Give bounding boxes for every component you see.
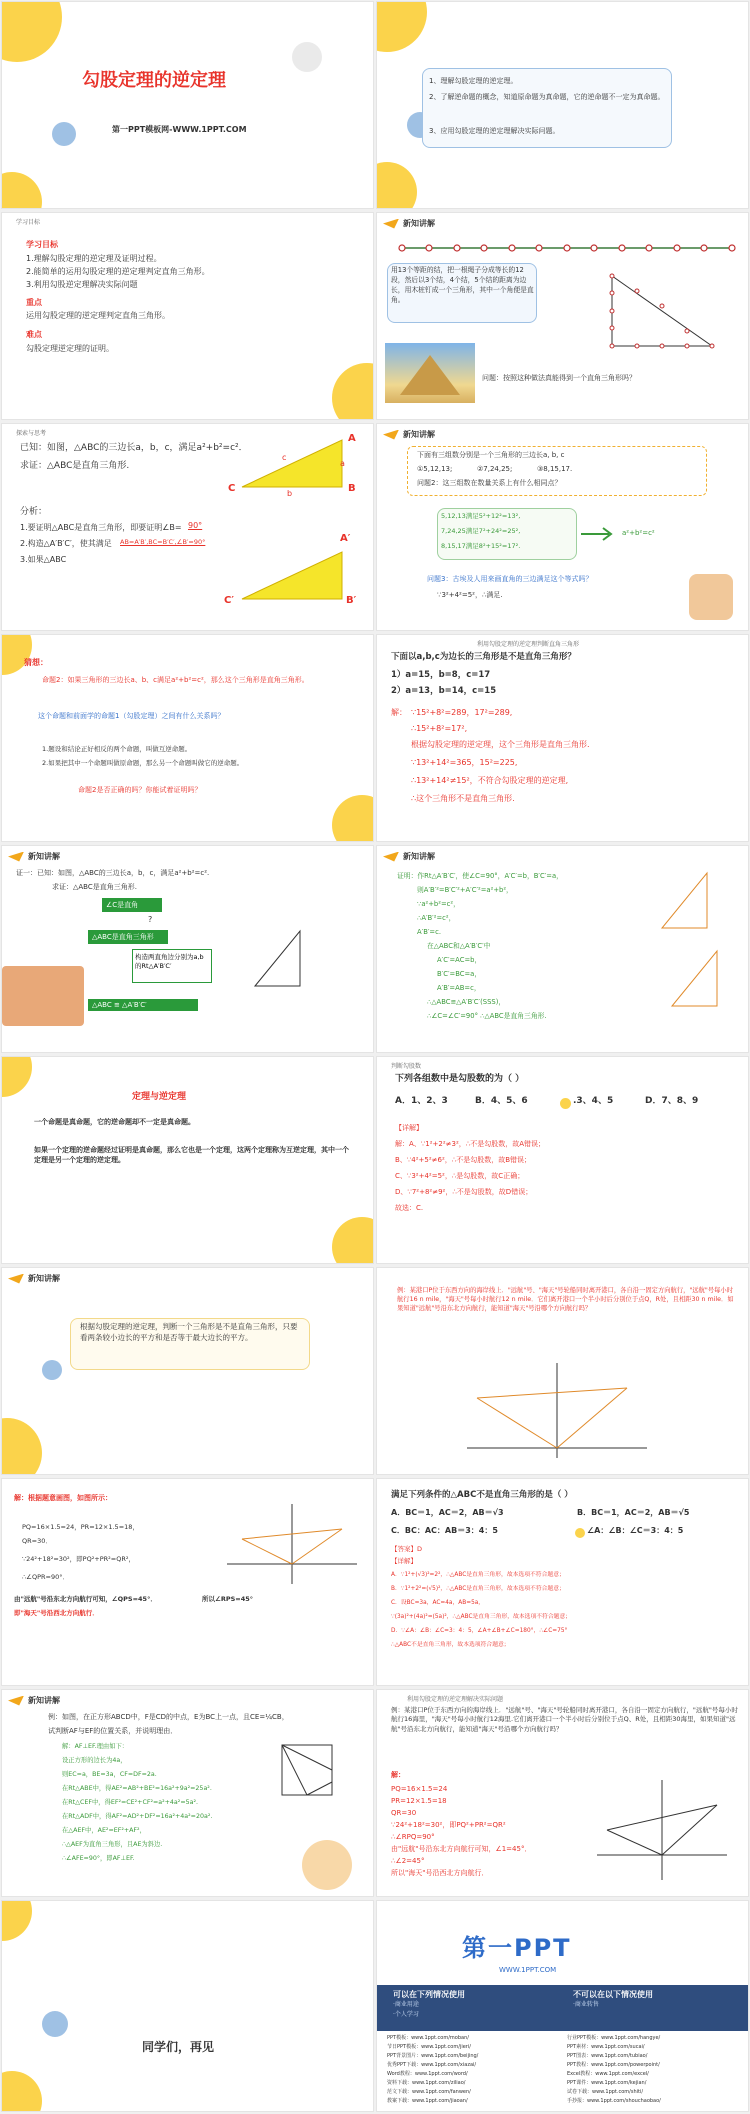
decor-circle	[332, 363, 374, 420]
solution-line: ∴∠2=45°	[391, 1857, 425, 1865]
choice-a[interactable]: A．BC＝1，AC＝2，AB＝√3	[391, 1508, 504, 1517]
slide-19-goodbye[interactable]	[1, 1900, 374, 2112]
solution-line: 由"远航"号沿东北方向航行可知，∠1=45°．	[391, 1845, 532, 1853]
proof-line: 在△ABC和△A′B′C′中	[427, 942, 491, 950]
slide-4-rope[interactable]	[376, 212, 749, 420]
paper-plane-icon	[8, 852, 24, 862]
label-c-prime: C′	[224, 595, 234, 606]
slide-header: 新知讲解	[8, 851, 60, 862]
explain-line: 故选：C.	[395, 1204, 424, 1212]
usage-banner	[377, 1985, 749, 2031]
pyramid-image	[385, 343, 475, 403]
decor-circle	[1, 634, 32, 675]
question-text: 问题：按照这种做法真能得到一个直角三角形吗？	[482, 374, 636, 382]
right-triangle-figure	[250, 926, 310, 996]
solution-line: 所以∠RPS=45°	[202, 1595, 254, 1603]
explain-line: ∴△ABC不是直角三角形，故本选项符合题意；	[391, 1642, 510, 1648]
student-illustration	[689, 574, 733, 620]
resource-link[interactable]: Excel教程：www.1ppt.com/excel/	[567, 2071, 649, 2077]
explain-line: C．设BC=3a，AC=4a，AB=5a，	[391, 1600, 485, 1606]
answer-blank: 90°	[188, 521, 203, 530]
problem-text: 例：某港口P位于东西方向的海岸线上．"远航"号、"海天"号轮船同时离开港口，各自沿一固定方向航行，"远航"号每小时航行16 n mile，"海天"号每小时航行12 n mile．它们离开港口一个半小时后分别位于点Q，R处，且相距30 n mile．如果知道"远航"号沿东北方向航行，能知道"海天"号沿哪个方向航行吗？	[397, 1287, 734, 1313]
slide-tag: 探索与思考	[16, 430, 47, 437]
slide-5-proof-setup[interactable]	[1, 423, 374, 631]
result-line: 7,24,25满足7²+24²=25²,	[441, 527, 521, 535]
solution-line: 在Rt△ABE中，得AE²=AB²+BE²=16a²+9a²=25a².	[62, 1785, 212, 1792]
solution-line: 即"海天"号沿西北方向航行．	[14, 1609, 99, 1617]
triangle-a2b2c2-figure	[232, 544, 352, 614]
question-text: 满足下列条件的△ABC不是直角三角形的是（ ）	[391, 1490, 573, 1500]
question-text: 问题2：这三组数在数量关系上有什么相同点？	[417, 479, 562, 487]
given-text: 证一：已知：如图，△ABC的三边长a，b，c，满足a²+b²=c².	[16, 869, 210, 877]
decor-circle	[1, 1418, 42, 1475]
slide-8-example[interactable]	[376, 634, 749, 842]
slide-header: 新知讲解	[383, 429, 435, 440]
slide-tag: 学习目标	[16, 219, 41, 226]
harbor-diagram	[222, 1499, 362, 1589]
rope-triangle-figure	[607, 271, 717, 351]
question-text: 这个命题和前面学的命题1（勾股定理）之间有什么关系吗？	[38, 712, 225, 720]
method-text: 根据勾股定理的逆定理，判断一个三角形是不是直角三角形，只要看两条较小边长的平方和是否等于最大边长的平方。	[80, 1322, 298, 1342]
explain-line: B．∵1²+2²=(√5)²，∴△ABC是直角三角形，故本选项不符合题意；	[391, 1586, 565, 1592]
slide-tag: 利用勾股定理的逆定理解决实际问题	[407, 1696, 504, 1703]
side-c-label: c	[282, 453, 287, 462]
rope-description: 用13个等距的结，把一根绳子分成等长的12段，然后以3个结，4个结，5个结的距离为边长，用木桩钉成一个三角形，其中一个角便是直角。	[391, 266, 534, 304]
harbor-diagram	[592, 1775, 732, 1885]
question-text: 问题3：古埃及人用来画直角的三边满足这个等式吗？	[427, 575, 593, 583]
paper-plane-icon	[8, 1274, 24, 1284]
answer-text: 【答案】D	[391, 1545, 423, 1553]
resource-link[interactable]: PPT素材：www.1ppt.com/sucai/	[567, 2044, 645, 2050]
label-a-prime: A′	[340, 533, 351, 544]
explain-line: 解：A、∵1²+2²≠3²，∴不是勾股数，故A错误；	[395, 1140, 545, 1148]
label-b-prime: B′	[346, 595, 357, 606]
solution-line: PR=12×1.5=18	[391, 1797, 447, 1805]
result-formula: a²+b²=c²	[622, 529, 655, 537]
flow-step: △ABC是直角三角形	[88, 930, 168, 944]
square-abcd-figure	[277, 1740, 337, 1800]
prove-text: 求证：△ABC是直角三角形.	[52, 883, 137, 891]
objective-item: 2.能简单的运用勾股定理的逆定理判定直角三角形。	[26, 267, 210, 276]
section-heading: 猜想：	[24, 658, 48, 667]
answer-text: ∵3²+4²=5²，∴满足.	[437, 591, 503, 599]
side-b-label: b	[287, 489, 293, 498]
proof-line: B′C′=BC=a，	[437, 970, 482, 978]
solution-line: ∴∠RPQ=90°	[391, 1833, 435, 1841]
paper-plane-icon	[383, 430, 399, 440]
usage-allowed-heading: 可以在下列情况使用	[393, 1990, 465, 1999]
slide-14-harbor[interactable]	[376, 1267, 749, 1475]
slide-header: 新知讲解	[383, 218, 435, 229]
choice-b[interactable]: B．BC＝1，AC＝2，AB＝√5	[577, 1508, 690, 1517]
page-title: 勾股定理的逆定理	[82, 70, 226, 91]
resource-link[interactable]: 试卷下载：www.1ppt.com/shiti/	[567, 2089, 644, 2095]
prove-text: 求证：△ABC是直角三角形.	[20, 461, 130, 471]
question-text: 下面以a,b,c为边长的三角形是不是直角三角形？	[391, 652, 576, 662]
proof-line: ∵a²+b²=c²，	[417, 900, 460, 908]
side-a-label: a	[340, 459, 345, 468]
slide-13-method[interactable]	[1, 1267, 374, 1475]
solution-line: 所以"海天"号沿西北方向航行．	[391, 1869, 489, 1877]
objective-item: 3.利用勾股逆定理解决实际问题	[26, 280, 138, 289]
label-c-vertex: C	[228, 483, 236, 494]
result-line: 5,12,13满足5²+12²=13²,	[441, 512, 521, 520]
decor-circle	[376, 1, 427, 52]
usage-forbidden-item: ·商业转售	[573, 2001, 599, 2008]
question-text: 下列各组数中是勾股数的为（ ）	[395, 1074, 525, 1084]
slide-15-solution[interactable]	[1, 1478, 374, 1686]
decor-circle	[1, 2071, 42, 2112]
solution-line: 在Rt△CEF中，得EF²=CE²+CF²=a²+4a²=5a².	[62, 1799, 198, 1806]
label-a-vertex: A	[348, 433, 356, 444]
slide-12-quiz[interactable]	[376, 1056, 749, 1264]
solution-line: 在△AEF中，AE²=EF²+AF²，	[62, 1827, 146, 1834]
slide-7-conjecture[interactable]	[1, 634, 374, 842]
section-heading: 难点	[26, 330, 42, 339]
usage-forbidden-heading: 不可以在以下情况使用	[573, 1990, 653, 1999]
slide-tag: 利用勾股定理的逆定理判断直角三角形	[477, 641, 580, 648]
solution-line: QR=30	[391, 1809, 417, 1817]
solution-line: 解：根据题意画图，如图所示：	[14, 1494, 112, 1502]
proof-line: ∴△ABC≌△A′B′C′(SSS)，	[427, 998, 506, 1006]
slide-6-number-groups[interactable]	[376, 423, 749, 631]
choice-d[interactable]: D．7、8、9	[645, 1096, 699, 1106]
solution-line: ∴15²+8²=17²,	[411, 724, 468, 733]
solution-line: ∴△AEF为直角三角形，且AE为斜边.	[62, 1841, 163, 1848]
decor-circle	[1, 172, 42, 209]
answer-blank: AB=A′B′,BC=B′C′,∠B′=90°	[120, 538, 206, 546]
slide-2-goals[interactable]	[376, 1, 749, 209]
proof-line: 则A′B′²=B′C′²+A′C′²=a²+b²，	[417, 886, 513, 894]
slide-16-quiz[interactable]	[376, 1478, 749, 1686]
decor-circle	[332, 1217, 374, 1264]
resource-link[interactable]: PPT图表：www.1ppt.com/tubiao/	[567, 2053, 648, 2059]
definition-line: 1.题设和结论正好相反的两个命题，叫做互逆命题。	[42, 745, 192, 753]
case-item: 2）a=13，b=14，c=15	[391, 686, 497, 696]
result-line: 8,15,17满足8²+15²=17².	[441, 542, 521, 550]
solution-line: ∵15²+8²=289，17²=289,	[411, 708, 513, 717]
choice-d[interactable]: ∠A：∠B：∠C＝3：4：5	[587, 1526, 684, 1535]
solution-line: 根据勾股定理的逆定理，这个三角形是直角三角形.	[411, 740, 590, 749]
triangle-a2b2c2-figure	[667, 946, 727, 1016]
resource-link[interactable]: 节日PPT模板：www.1ppt.com/jieri/	[387, 2044, 471, 2050]
knotted-rope-figure	[397, 241, 737, 255]
resource-link[interactable]: PPT背景图片：www.1ppt.com/beijing/	[387, 2053, 479, 2059]
arrow-right-icon	[579, 524, 619, 544]
slide-18-harbor[interactable]	[376, 1689, 749, 1897]
solution-line: ∵24²+18²=30²，即PQ²+PR²=QR²，	[22, 1555, 135, 1563]
label-b-vertex: B	[348, 483, 356, 494]
solution-line: ∴∠AFE=90°，即AF⊥EF.	[62, 1855, 135, 1862]
explain-heading: 【详解】	[395, 1124, 423, 1132]
proof-line: A′B′=c.	[417, 928, 441, 936]
slide-header: 新知讲解	[8, 1695, 60, 1706]
problem-text: 例：某港口P位于东西方向的海岸线上．"远航"号、"海天"号轮船同时离开港口，各自沿一固定方向航行，"远航"号每小时航行16海里，"海天"号每小时航行12海里.它们离开港口一个半小时后分别位于点Q、R处，且相距30海里，如果知道"远航"号沿东北方向航行，能知道"海天"号沿哪个方向航行吗？	[391, 1706, 738, 1733]
explain-line: A．∵1²+(√3)²=2²，∴△ABC是直角三角形，故本选项不符合题意；	[391, 1572, 565, 1578]
goal-item: 1、理解勾股定理的逆定理。	[429, 77, 518, 85]
key-point: 运用勾股定理的逆定理判定直角三角形。	[26, 311, 170, 320]
question-mark: ?	[148, 915, 153, 924]
slide-20-credits[interactable]	[376, 1900, 749, 2112]
brand-logo: 第一PPT	[462, 1934, 572, 1962]
solution-line: ∵24²+18²=30²，即PQ²+PR²=QR²	[391, 1821, 506, 1829]
choice-a[interactable]: A．1、2、3	[395, 1096, 448, 1106]
resource-link[interactable]: 资料下载：www.1ppt.com/ziliao/	[387, 2080, 466, 2086]
analysis-step: 2.构造△A′B′C′，使其满足	[20, 539, 112, 548]
choice-b[interactable]: B．4、5、6	[475, 1096, 528, 1106]
slide-1-title[interactable]	[1, 1, 374, 209]
number-group: ①5,12,13;	[417, 465, 453, 473]
resource-link[interactable]: PPT教程：www.1ppt.com/powerpoint/	[567, 2062, 660, 2068]
resource-link[interactable]: 优秀PPT下载：www.1ppt.com/xiazai/	[387, 2062, 477, 2068]
decor-circle	[42, 1360, 62, 1380]
analysis-step: 3.如果△ABC	[20, 555, 67, 564]
explain-line: D．∵∠A：∠B：∠C=3：4：5，∠A+∠B+∠C=180°，∴∠C=75°	[391, 1628, 568, 1634]
explain-heading: 【详解】	[391, 1557, 417, 1565]
solution-label: 解：	[391, 708, 407, 717]
question-text: 下面有三组数分别是一个三角形的三边长a, b, c	[417, 451, 565, 459]
proof-line: ∴A′B′²=c²，	[417, 914, 456, 922]
goal-item: 2、了解逆命题的概念，知道原命题为真命题，它的逆命题不一定为真命题。	[429, 93, 665, 101]
decor-circle	[1, 1, 62, 62]
proof-line: 证明：作Rt△A′B′C′，使∠C=90°，A′C′=b，B′C′=a，	[397, 872, 563, 880]
decor-circle	[42, 2011, 68, 2037]
decor-circle	[332, 795, 374, 842]
solution-line: ∴∠QPR=90°．	[22, 1573, 69, 1581]
proof-line: A′C′=AC=b，	[437, 956, 482, 964]
given-text: 已知：如图，△ABC的三边长a，b，c，满足a²+b²=c²．	[20, 443, 248, 453]
objective-item: 1.理解勾股定理的逆定理及证明过程。	[26, 254, 162, 263]
harbor-diagram	[457, 1358, 657, 1468]
paper-plane-icon	[383, 852, 399, 862]
analysis-heading: 分析：	[20, 507, 48, 517]
slide-3-objectives[interactable]	[1, 212, 374, 420]
analysis-step: 1.要证明△ABC是直角三角形，即要证明∠B=	[20, 523, 182, 532]
slide-11-theorem[interactable]	[1, 1056, 374, 1264]
decor-circle	[1, 1900, 32, 1941]
thinking-boy-illustration	[2, 966, 84, 1026]
flow-step: 构造两直角边分别为a,b的Rt△A′B′C′	[132, 949, 212, 983]
explain-line: D、∵7²+8²≠9²，∴不是勾股数，故D错误；	[395, 1188, 533, 1196]
slide-tag: 判断勾股数	[391, 1063, 422, 1070]
usage-allowed-item: ·商业用途	[393, 2001, 419, 2008]
usage-allowed-item: ·个人学习	[393, 2011, 419, 2018]
solution-line: ∴这个三角形不是直角三角形.	[411, 794, 515, 803]
proof-line: A′B′=AB=c，	[437, 984, 481, 992]
solution-line: 设正方形的边长为4a，	[62, 1757, 127, 1764]
slide-9-flowchart[interactable]	[1, 845, 374, 1053]
problem-text: 试判断AF与EF的位置关系，并说明理由．	[48, 1727, 178, 1735]
selected-marker	[575, 1528, 585, 1538]
solution-label: 解：	[391, 1771, 405, 1779]
goal-item: 3、应用勾股定理的逆定理解决实际问题。	[429, 127, 560, 135]
solution-line: QR=30．	[22, 1537, 52, 1545]
number-group: ②7,24,25;	[477, 465, 513, 473]
brand-url[interactable]: WWW.1PPT.COM	[499, 1966, 557, 1974]
number-group: ③8,15,17.	[537, 465, 573, 473]
resource-link[interactable]: PPT课件：www.1ppt.com/kejian/	[567, 2080, 647, 2086]
resource-link[interactable]: 教案下载：www.1ppt.com/jiaoan/	[387, 2098, 468, 2104]
solution-line: 解：AF⊥EF.理由如下：	[62, 1743, 129, 1750]
solution-line: PQ=16×1.5=24	[391, 1785, 448, 1793]
solution-line: 则EC=a，BE=3a，CF=DF=2a.	[62, 1771, 157, 1778]
choice-c[interactable]: C．BC：AC：AB＝3：4：5	[391, 1526, 498, 1535]
slide-header: 新知讲解	[383, 851, 435, 862]
decor-circle	[376, 162, 417, 209]
decor-circle	[1, 1056, 32, 1097]
theorem-text: 如果一个定理的逆命题经过证明是真命题，那么它也是一个定理，这两个定理称为互逆定理，其中一个定理是另一个定理的逆定理。	[34, 1146, 349, 1165]
student-illustration	[302, 1840, 352, 1890]
slide-10-proof[interactable]	[376, 845, 749, 1053]
resource-link[interactable]: 行业PPT模板：www.1ppt.com/hangye/	[567, 2035, 661, 2041]
proof-line: ∴∠C=∠C′=90° ∴△ABC是直角三角形.	[427, 1012, 547, 1020]
choice-c[interactable]: .3、4、5	[573, 1096, 614, 1106]
paper-plane-icon	[383, 219, 399, 229]
section-heading: 重点	[26, 298, 42, 307]
theorem-text: 一个命题是真命题，它的逆命题却不一定是真命题。	[34, 1118, 195, 1126]
definition-line: 2.如果把其中一个命题叫做原命题，那么另一个命题叫做它的逆命题。	[42, 759, 244, 767]
resource-link[interactable]: 范文下载：www.1ppt.com/fanwen/	[387, 2089, 471, 2095]
flow-step: ∠C是直角	[102, 898, 162, 912]
closing-text: 同学们，再见	[142, 2040, 215, 2054]
solution-line: 在Rt△ADF中，得AF²=AD²+DF²=16a²+4a²=20a².	[62, 1813, 213, 1820]
question-text: 命题2是否正确的吗？你能试着证明吗？	[78, 786, 202, 794]
explain-line: C、∵3²+4²=5²，∴是勾股数，故C正确；	[395, 1172, 525, 1180]
solution-line: ∵13²+14²=365，15²=225,	[411, 758, 518, 767]
section-heading: 学习目标	[26, 240, 58, 249]
solution-line: ∴13²+14²≠15²，不符合勾股定理的逆定理,	[411, 776, 569, 785]
explain-line: ∵(3a)²+(4a)²=(5a)²，∴△ABC是直角三角形，故本选项不符合题意；	[391, 1614, 572, 1620]
selected-marker	[560, 1098, 571, 1109]
decor-circle	[292, 42, 322, 72]
solution-line: 由"远航"号沿东北方向航行可知，∠QPS=45°．	[14, 1595, 157, 1603]
proposition-text: 命题2：如果三角形的三边长a、b、c满足a²+b²=c²，那么这个三角形是直角三角形。	[42, 676, 309, 684]
decor-circle	[52, 122, 76, 146]
solution-line: PQ=16×1.5=24，PR=12×1.5=18，	[22, 1523, 139, 1531]
paper-plane-icon	[8, 1696, 24, 1706]
triangle-abc-figure	[657, 868, 717, 938]
slide-17-square[interactable]	[1, 1689, 374, 1897]
resource-link[interactable]: Word教程：www.1ppt.com/word/	[387, 2071, 468, 2077]
resource-link[interactable]: PPT模板：www.1ppt.com/moban/	[387, 2035, 469, 2041]
section-heading: 定理与逆定理	[132, 1092, 187, 1102]
slide-header: 新知讲解	[8, 1273, 60, 1284]
resource-link[interactable]: 手抄报：www.1ppt.com/shouchaobao/	[567, 2098, 661, 2104]
flow-step: △ABC ≌ △A′B′C′	[88, 999, 198, 1011]
problem-text: 例：如图，在正方形ABCD中，F是CD的中点，E为BC上一点，且CE=¼CB，	[48, 1713, 289, 1721]
case-item: 1）a=15，b=8，c=17	[391, 670, 491, 680]
difficulty-point: 勾股定理逆定理的证明。	[26, 344, 114, 353]
explain-line: B、∵4²+5²≠6²，∴不是勾股数，故B错误；	[395, 1156, 532, 1164]
subtitle: 第一PPT模板网-WWW.1PPT.COM	[112, 125, 247, 134]
